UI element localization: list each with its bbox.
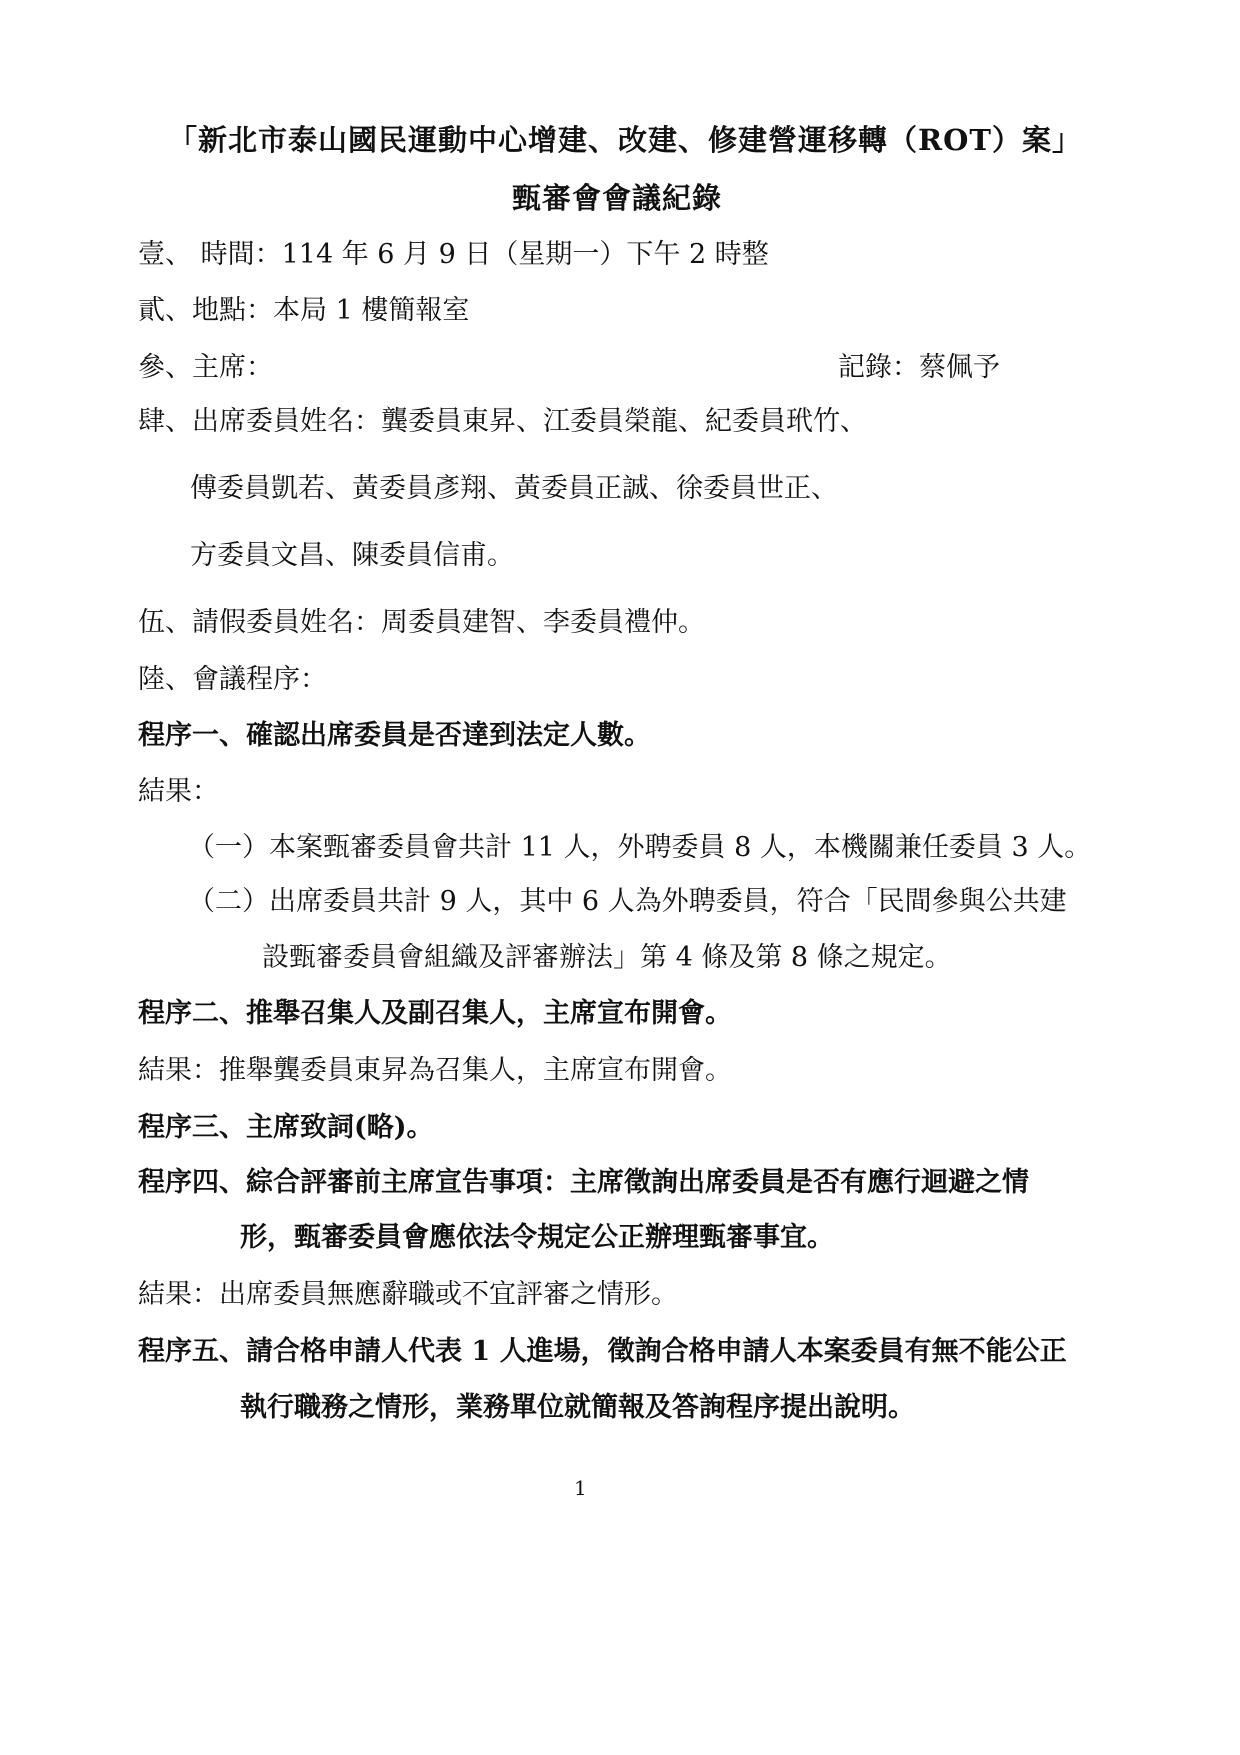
- step2-result: 結果：推舉龔委員東昇為召集人，主席宣布開會。: [138, 1055, 732, 1086]
- absent-members: 伍、請假委員姓名：周委員建智、李委員禮仲。: [138, 607, 705, 638]
- step1-title: 程序一、確認出席委員是否達到法定人數。: [138, 720, 651, 751]
- step1-item-1: （一）本案甄審委員會共計 11 人，外聘委員 8 人，本機關兼任委員 3 人。: [188, 832, 1092, 863]
- step4-title-line-2: 形，甄審委員會應依法令規定公正辦理甄審事宜。: [240, 1222, 834, 1253]
- meeting-time: 壹、 時間：114 年 6 月 9 日（星期一）下午 2 時整: [138, 239, 769, 270]
- attendees-line-1: 肆、出席委員姓名：龔委員東昇、江委員榮龍、紀委員玳竹、: [138, 406, 867, 437]
- attendees-line-3: 方委員文昌、陳委員信甫。: [190, 540, 514, 571]
- step5-title-line-1: 程序五、請合格申請人代表 1 人進場，徵詢合格申請人本案委員有無不能公正: [138, 1336, 1067, 1367]
- meeting-recorder: 記錄：蔡佩予: [838, 352, 1000, 383]
- step4-result: 結果：出席委員無應辭職或不宜評審之情形。: [138, 1279, 678, 1310]
- attendees-line-2: 傅委員凱若、黃委員彥翔、黃委員正誠、徐委員世正、: [190, 473, 838, 504]
- step1-item-2-line-1: （二）出席委員共計 9 人，其中 6 人為外聘委員，符合「民間參與公共建: [188, 886, 1067, 917]
- meeting-location: 貳、地點：本局 1 樓簡報室: [138, 295, 470, 326]
- step1-result-label: 結果：: [138, 776, 219, 807]
- step1-item-2-line-2: 設甄審委員會組織及評審辦法」第 4 條及第 8 條之規定。: [262, 942, 952, 973]
- step5-title-line-2: 執行職務之情形，業務單位就簡報及答詢程序提出說明。: [240, 1392, 915, 1423]
- procedure-header: 陸、會議程序：: [138, 664, 327, 695]
- step2-title: 程序二、推舉召集人及副召集人，主席宣布開會。: [138, 998, 732, 1029]
- page-number: 1: [574, 1476, 587, 1500]
- meeting-chair: 參、主席：: [138, 352, 273, 383]
- title-line-1: 「新北市泰山國民運動中心增建、改建、修建營運移轉（ROT）案」: [168, 123, 1082, 157]
- step3-title: 程序三、主席致詞(略)。: [138, 1112, 434, 1143]
- title-line-2: 甄審會會議紀錄: [512, 181, 723, 215]
- step4-title-line-1: 程序四、綜合評審前主席宣告事項：主席徵詢出席委員是否有應行迴避之情: [138, 1167, 1029, 1198]
